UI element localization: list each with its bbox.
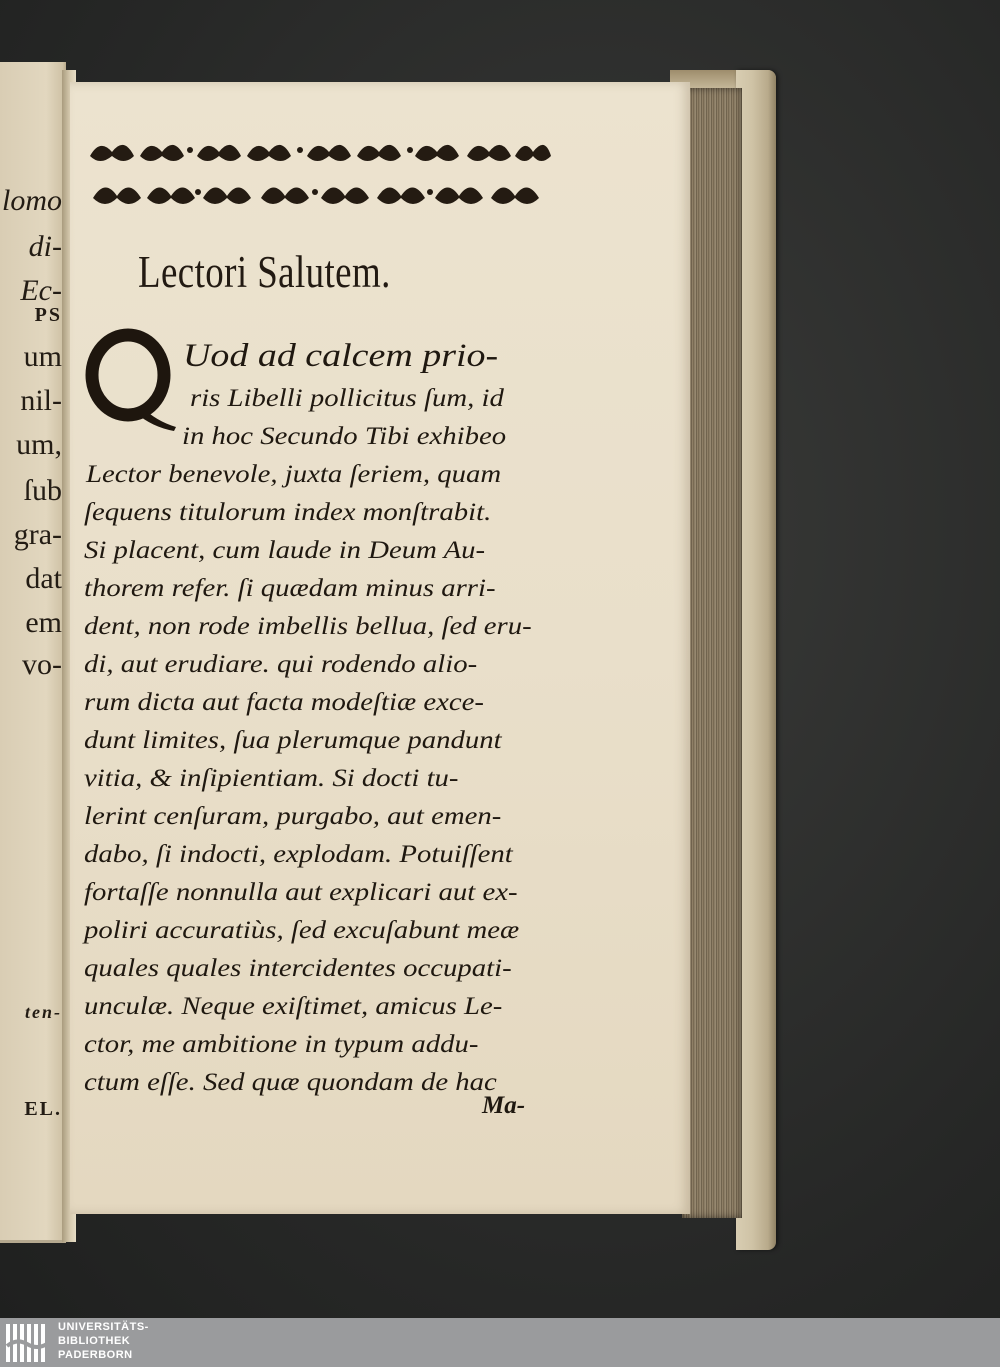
footer-bar	[0, 1318, 1000, 1367]
facing-fragment: em	[25, 606, 62, 639]
page-block-edge	[682, 88, 742, 1218]
text-line: ctum eſſe. Sed quæ quondam de hac	[84, 1069, 497, 1096]
facing-fragment: ſub	[23, 474, 62, 507]
text-line: fortaſſe nonnulla aut explicari aut ex-	[84, 879, 518, 906]
text-line: dabo, ſi indocti, explodam. Potuiſſent	[84, 841, 513, 868]
facing-fragment: di-	[28, 230, 62, 263]
catchword: Ma-	[482, 1092, 526, 1119]
library-logo-icon	[4, 1322, 54, 1364]
ornament-row-bottom	[93, 187, 539, 204]
logo-line: UNIVERSITÄTS-	[58, 1321, 149, 1333]
text-line: Si placent, cum laude in Deum Au-	[84, 537, 486, 564]
library-logo-text	[58, 1320, 149, 1362]
text-line: dunt limites, ſua plerumque pandunt	[84, 727, 502, 754]
text-line: di, aut erudiare. qui rodendo alio-	[84, 651, 478, 678]
facing-fragment: lomo	[2, 184, 62, 217]
facing-fragment: gra-	[13, 518, 62, 551]
facing-fragment: nil-	[20, 384, 62, 417]
facing-fragment: PS	[34, 304, 62, 326]
logo-line: BIBLIOTHEK	[58, 1335, 131, 1347]
facing-fragment: um,	[16, 428, 62, 461]
text-line: lerint cenſuram, purgabo, aut emen-	[84, 803, 502, 830]
text-line: quales quales intercidentes occupati-	[84, 955, 512, 982]
text-line: ris Libelli pollicitus ſum, id	[190, 385, 504, 412]
drop-cap	[82, 325, 182, 433]
text-line: unculæ. Neque exiſtimet, amicus Le-	[84, 993, 503, 1020]
text-line: vitia, & inſipientiam. Si docti tu-	[84, 765, 459, 792]
facing-fragment: ten-	[25, 1002, 62, 1022]
facing-fragment: um	[23, 340, 62, 373]
book-cover	[736, 70, 776, 1250]
facing-fragment: Ec-	[20, 274, 62, 307]
drop-cap-letter: Q	[82, 325, 83, 326]
facing-fragment: EL.	[24, 1098, 62, 1120]
text-line: Uod ad calcem prio-	[183, 338, 499, 374]
facing-page	[0, 62, 66, 1243]
facing-fragment: vo-	[22, 648, 62, 681]
text-line: in hoc Secundo Tibi exhibeo	[182, 423, 507, 450]
text-line: Lector benevole, juxta ſeriem, quam	[86, 461, 502, 488]
text-line: rum dicta aut facta modeſtiæ exce-	[84, 689, 485, 716]
logo-line: PADERBORN	[58, 1349, 133, 1361]
page-title: Lectori Salutem.	[138, 247, 391, 297]
ornament-row-top	[90, 145, 551, 161]
text-line: ctor, me ambitione in typum addu-	[84, 1031, 479, 1058]
text-line: thorem refer. ſi quædam minus arri-	[84, 575, 496, 602]
text-line: dent, non rode imbellis bellua, ſed eru-	[84, 613, 532, 640]
text-line: poliri accuratiùs, ſed excuſabunt meæ	[84, 917, 520, 944]
facing-fragment: dat	[25, 562, 62, 595]
text-line: ſequens titulorum index monſtrabit.	[84, 499, 492, 526]
ornament-band	[85, 128, 555, 216]
